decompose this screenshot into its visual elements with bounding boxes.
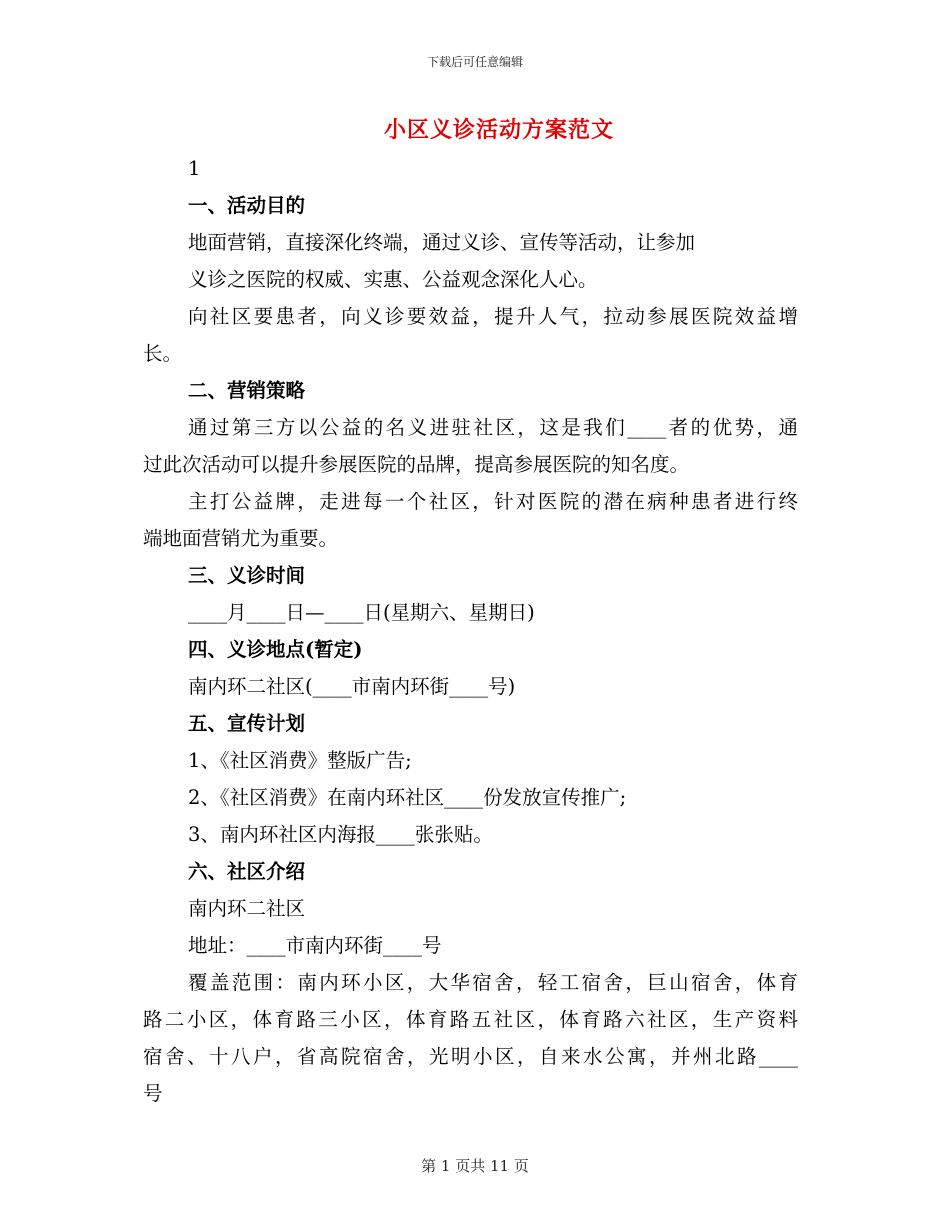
section-heading: 二、营销策略 bbox=[188, 379, 306, 402]
body-line: 通过第三方以公益的名义进驻社区，这是我们____者的优势，通 bbox=[188, 416, 798, 439]
body-line: 义诊之医院的权威、实惠、公益观念深化人心。 bbox=[188, 268, 598, 291]
body-line: 覆盖范围：南内环小区，大华宿舍，轻工宿舍，巨山宿舍，体育 bbox=[188, 971, 798, 994]
body-line: ____月____日—____日(星期六、星期日) bbox=[188, 601, 535, 624]
body-line: 长。 bbox=[143, 342, 183, 365]
body-line: 向社区要患者，向义诊要效益，提升人气，拉动参展医院效益增 bbox=[188, 305, 798, 328]
body-line: 地址：____市南内环街____号 bbox=[188, 934, 442, 957]
section-heading: 五、宣传计划 bbox=[188, 712, 306, 735]
body-line: 宿舍、十八户，省高院宿舍，光明小区，自来水公寓，并州北路____ bbox=[143, 1045, 798, 1068]
body-line: 南内环二社区 bbox=[188, 897, 306, 920]
list-item: 2、《社区消费》在南内环社区____份发放宣传推广; bbox=[188, 786, 627, 809]
document-title: 小区义诊活动方案范文 bbox=[383, 117, 614, 143]
section-heading: 三、义诊时间 bbox=[188, 564, 306, 587]
body-line: 号 bbox=[143, 1082, 163, 1105]
page-footer: 第 1 页共 11 页 bbox=[421, 1157, 529, 1175]
body-line: 路二小区，体育路三小区，体育路五社区，体育路六社区，生产资料 bbox=[143, 1008, 798, 1031]
body-line: 过此次活动可以提升参展医院的品牌，提高参展医院的知名度。 bbox=[143, 453, 690, 476]
list-item: 3、南内环社区内海报____张张贴。 bbox=[188, 823, 493, 846]
body-line: 地面营销，直接深化终端，通过义诊、宣传等活动，让参加 bbox=[188, 231, 696, 254]
body-line: 端地面营销尤为重要。 bbox=[143, 527, 339, 550]
body-line: 1 bbox=[188, 157, 201, 180]
document-body bbox=[143, 150, 798, 1112]
list-item: 1、《社区消费》整版广告; bbox=[188, 749, 412, 772]
header-note: 下载后可任意编辑 bbox=[426, 55, 523, 69]
section-heading: 一、活动目的 bbox=[188, 194, 306, 217]
section-heading: 四、义诊地点(暂定) bbox=[188, 638, 363, 661]
section-heading: 六、社区介绍 bbox=[188, 860, 306, 883]
body-line: 南内环二社区(____市南内环街____号) bbox=[188, 675, 516, 698]
body-line: 主打公益牌，走进每一个社区，针对医院的潜在病种患者进行终 bbox=[188, 490, 798, 513]
